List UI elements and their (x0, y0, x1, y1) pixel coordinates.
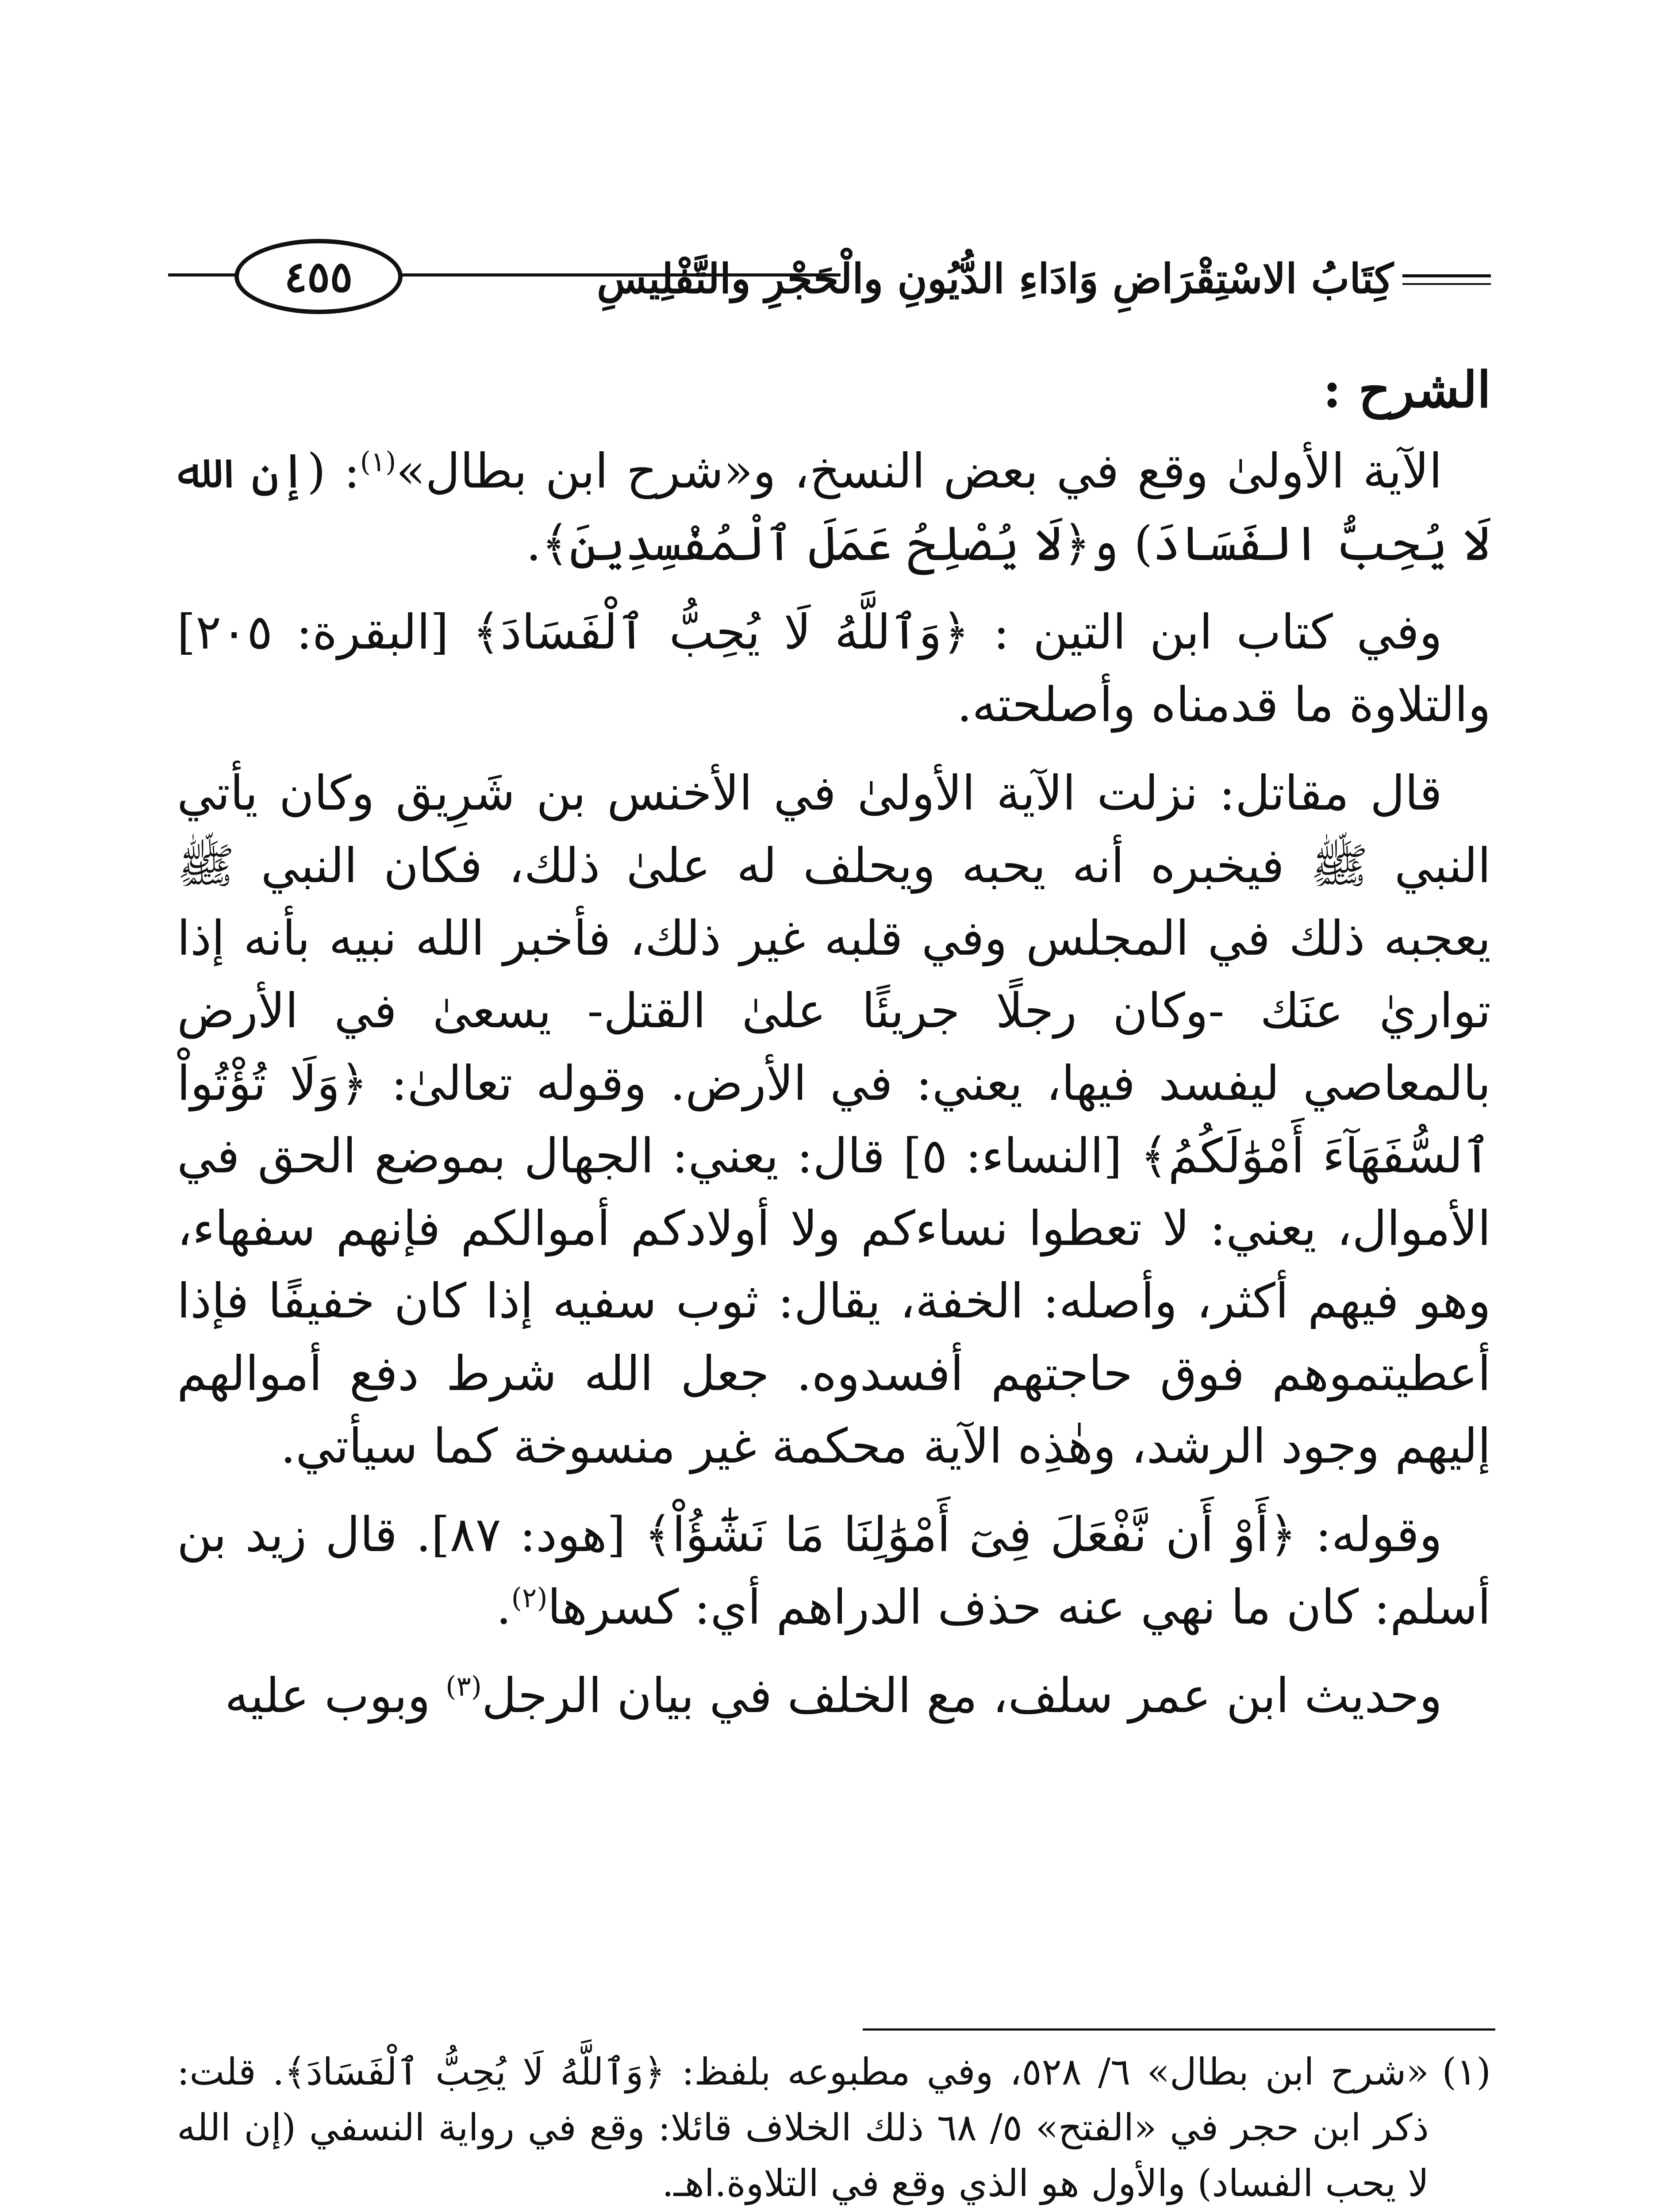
header-rule-right-thin (1402, 283, 1491, 285)
footnote-1 (177, 2044, 1491, 2211)
header-rule-middle (398, 273, 841, 276)
section-label: الشرح : (1323, 361, 1491, 419)
footnote-ref-3: (٣) (445, 1670, 482, 1702)
paragraph-5: وحديث ابن عمر سلف، مع الخلف في بيان الرجل$^{(٣)}$ وبوب عليه (225, 1668, 1442, 1724)
footnote-number: (١) (1442, 2050, 1491, 2093)
footnotes (177, 2044, 1491, 2212)
footnote-text: «شرح ابن بطال» ٦/ ٥٢٨، وفي مطبوعه بلفظ: ﴿وَٱللَّهُ لَا يُحِبُّ ٱلْفَسَادَ﴾. قلت: ذكر ابن حجر في «الفتح» ٥/ ٦٨ ذلك الخلاف قائلا: وقع في رواية النسفي (إن الله لا يحب الفساد) والأول هو الذي وقع في التلاوة.اهـ. (177, 2050, 1429, 2205)
paragraph-4: وقوله: ﴿أَوْ أَن نَّفْعَلَ فِىٓ أَمْوَٰلِنَا مَا نَشَٰٓؤُاْ﴾ [هود: ٨٧]. قال زيد بن أسلم: كان ما نهي عنه حذف الدراهم أي: كسرها$^{(٢)}$. (177, 1507, 1491, 1635)
footnote-ref-1: (١) (360, 445, 396, 478)
book-title: كِتَابُ الاسْتِقْرَاضِ وَادَاءِ الدُّيُونِ والْحَجْرِ والتَّفْلِيسِ (596, 255, 1394, 303)
paragraph-3: قال مقاتل: نزلت الآية الأولىٰ في الأخنس بن شَرِيق وكان يأتي النبي ﷺ فيخبره أنه يحبه ويحلف له علىٰ ذلك، فكان النبي ﷺ يعجبه ذلك في المجلس وفي قلبه غير ذلك، فأخبر الله نبيه بأنه إذا تواريٰ عنَك -وكان رجلًا جريئًا علىٰ القتل- يسعىٰ في الأرض بالمعاصي ليفسد فيها، يعني: في الأرض. وقوله تعالىٰ: ﴿وَلَا تُؤْتُواْ ٱلسُّفَهَآءَ أَمْوَٰلَكُمُ﴾ [النساء: ٥] قال: يعني: الجهال بموضع الحق في الأموال، يعني: لا تعطوا نساءكم ولا أولادكم أموالكم فإنهم سفهاء، وهو فيهم أكثر، وأصله: الخفة، يقال: ثوب سفيه إذا كان خفيفًا فإذا أعطيتموهم فوق حاجتهم أفسدوه. جعل الله شرط دفع أموالهم إليهم وجود الرشد، وهٰذِه الآية محكمة غير منسوخة كما سيأتي. (177, 766, 1491, 1474)
header-rule-right (1402, 274, 1491, 277)
footnote-ref-2: (٢) (511, 1582, 548, 1614)
footnote-separator (863, 2028, 1495, 2031)
header-rule-left (168, 273, 239, 276)
paragraph-2: وفي كتاب ابن التين : ﴿وَٱللَّهُ لَا يُحِبُّ ٱلْفَسَادَ﴾ [البقرة: ٢٠٥] والتلاوة ما قدمناه وأصلحته. (177, 605, 1491, 733)
page-header (168, 234, 1491, 323)
page-number-text: ٤٥٥ (284, 251, 353, 302)
paragraph-1: الآية الأولىٰ وقع في بعض النسخ، و«شرح ابن بطال»$^{(١)}$: (إن الله لَا يُحِبُّ الفَسَادَ) و﴿لَا يُصْلِحُ عَمَلَ ٱلْمُفْسِدِينَ﴾. (177, 444, 1491, 572)
main-text (177, 354, 1491, 1748)
page-number (234, 239, 403, 314)
